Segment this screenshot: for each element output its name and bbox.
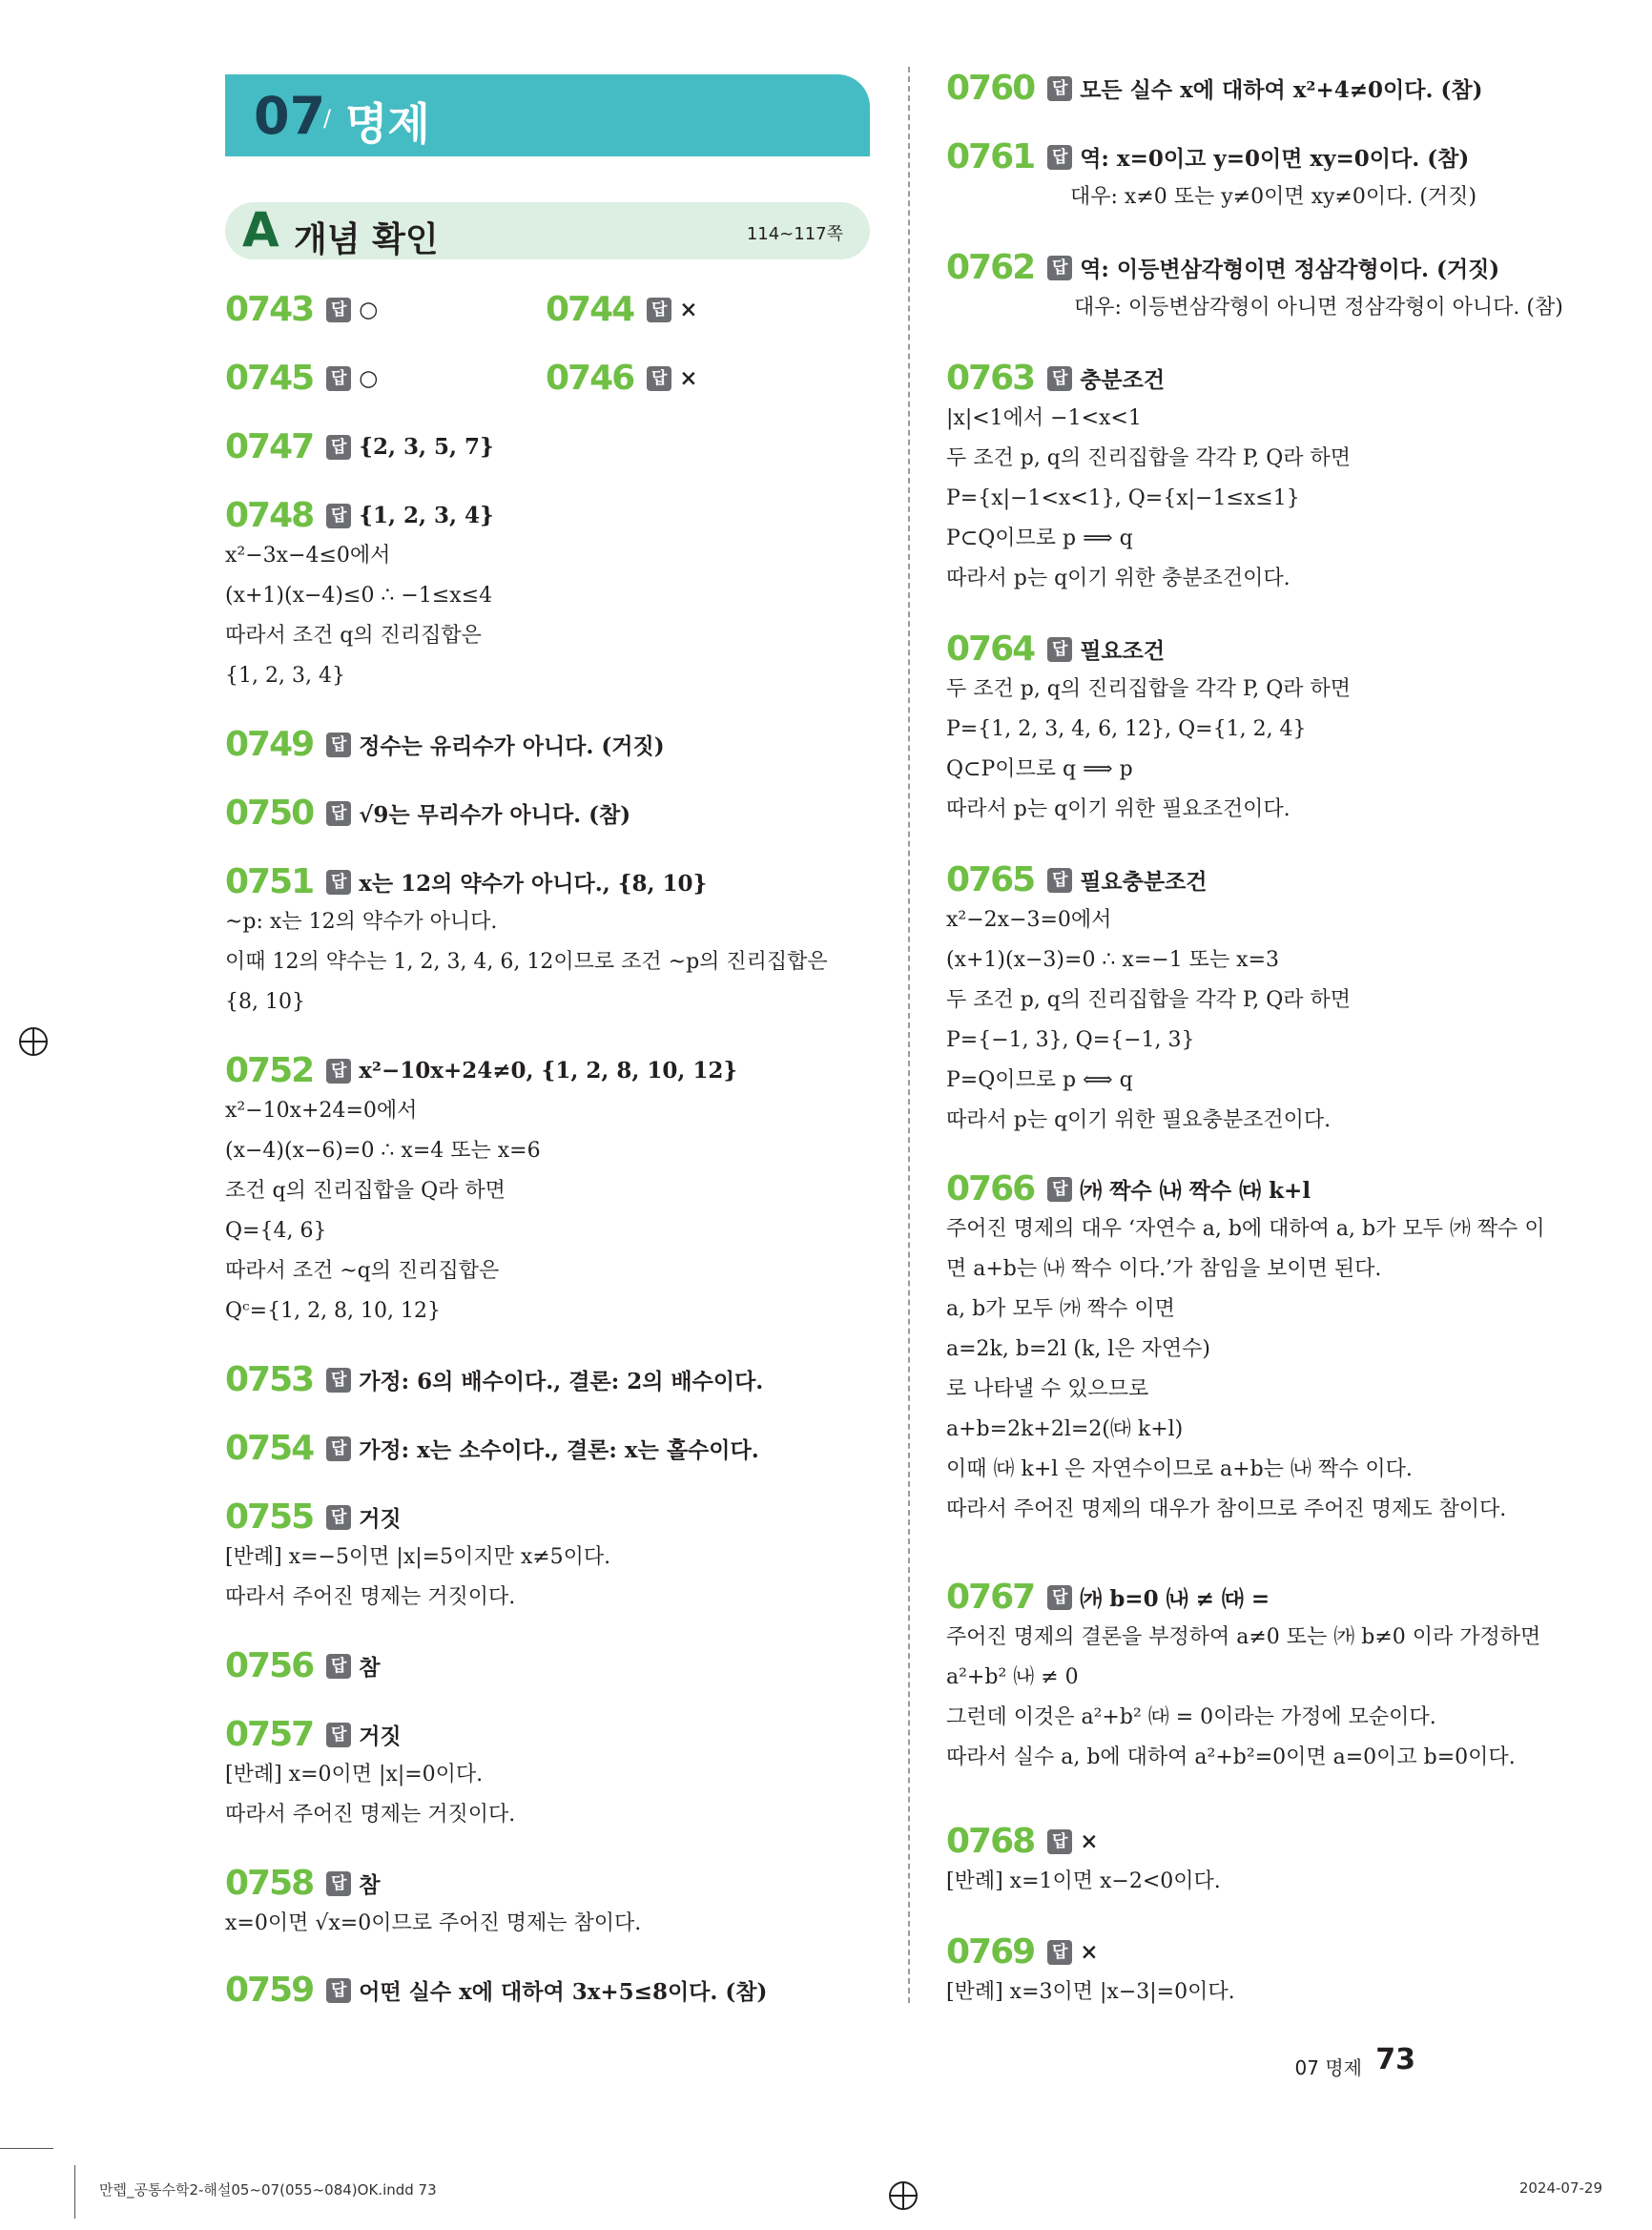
print-file-name: 만렙_공통수학2-해설05~07(055~084)OK.indd 73 [99,2181,437,2199]
solution-line: P={x|−1<x<1}, Q={x|−1≤x≤1} [946,486,1300,510]
answer-text: 역: 이등변삼각형이면 정삼각형이다. (거짓) [1080,257,1500,282]
solution-line: a=2k, b=2l (k, l은 자연수) [946,1337,1210,1361]
problem-number: 0743 [225,290,314,329]
problem-0745 [225,357,378,399]
answer-tag: 답 [326,504,351,528]
problem-0766 [946,1167,1545,1530]
solution-line: a, b가 모두 ㈎ 짝수 이면 [946,1297,1175,1321]
solution-line: [반례] x=1이면 x−2<0이다. [946,1869,1221,1893]
solution-line: 따라서 p는 q이기 위한 필요조건이다. [946,797,1291,821]
solution-line: 주어진 명제의 대우 ‘자연수 a, b에 대하여 a, b가 모두 ㈎ 짝수 이 [946,1217,1545,1241]
answer-tag: 답 [326,733,351,757]
solution-line: a+b=2k+2l=2(㈐ k+l) [946,1417,1184,1441]
answer-tag: 답 [326,801,351,826]
answer-tag: 답 [647,366,671,391]
problem-0759 [225,1969,767,2011]
problem-0763 [946,357,1351,599]
answer-tag: 답 [1047,145,1072,170]
footer-chapter-title: 07 명제 [1294,2056,1362,2079]
answer-text: {1, 2, 3, 4} [359,503,494,528]
solution-line: [반례] x=0이면 |x|=0이다. [225,1763,484,1786]
problem-0747 [225,425,494,467]
answer-text: √9는 무리수가 아니다. (참) [359,802,631,828]
section-letter: A [242,202,279,258]
answer-text: ○ [359,365,379,391]
answer-text: 충분조건 [1080,367,1166,393]
problem-number: 0760 [946,69,1035,108]
answer-text: 거짓 [359,1724,402,1749]
problem-0746 [546,357,697,399]
problem-number: 0759 [225,1971,314,2010]
solution-line: P=Q이므로 p ⟺ q [946,1068,1133,1092]
problem-0755 [225,1496,610,1618]
solution-line: x²−10x+24=0에서 [225,1099,418,1123]
solution-line: a²+b² ㈏ ≠ 0 [946,1665,1079,1689]
answer-tag: 답 [1047,366,1072,391]
solution-line: 따라서 주어진 명제는 거짓이다. [225,1585,516,1609]
solution-line: x²−2x−3=0에서 [946,908,1112,932]
problem-0758 [225,1862,641,1944]
problem-number: 0752 [225,1051,314,1090]
section-header [225,202,870,259]
answer-text: × [679,297,698,322]
problem-number: 0747 [225,427,314,466]
section-title: 개념 확인 [294,220,439,259]
solution-line: ~p: x는 12의 약수가 아니다. [225,910,498,934]
problem-number: 0764 [946,630,1035,669]
solution-line: 주어진 명제의 결론을 부정하여 a≠0 또는 ㈎ b≠0 이라 가정하면 [946,1625,1541,1649]
chapter-slash: / [323,105,332,132]
answer-text: 가정: 6의 배수이다., 결론: 2의 배수이다. [359,1369,764,1394]
problem-number: 0762 [946,248,1035,287]
problem-number: 0763 [946,359,1035,398]
problem-number: 0766 [946,1169,1035,1208]
solution-line: 따라서 실수 a, b에 대하여 a²+b²=0이면 a=0이고 b=0이다. [946,1745,1516,1769]
problem-0744 [546,288,697,330]
solution-line: 면 a+b는 ㈏ 짝수 이다.’가 참임을 보이면 된다. [946,1257,1382,1281]
registration-mark-icon [889,2181,918,2210]
problem-0754 [225,1427,759,1469]
solution-line: (x+1)(x−3)=0 ∴ x=−1 또는 x=3 [946,948,1280,972]
answer-text: ㈎ 짝수 ㈏ 짝수 ㈐ k+l [1080,1178,1311,1204]
solution-line: 이때 ㈐ k+l 은 자연수이므로 a+b는 ㈏ 짝수 이다. [946,1457,1413,1481]
solution-line: 그런데 이것은 a²+b² ㈐ = 0이라는 가정에 모순이다. [946,1705,1436,1729]
print-date: 2024-07-29 [1518,2179,1602,2197]
problem-0762 [946,246,1563,328]
solution-line: 로 나타낼 수 있으므로 [946,1377,1149,1401]
solution-line: P={−1, 3}, Q={−1, 3} [946,1028,1195,1052]
solution-line: {1, 2, 3, 4} [225,664,345,688]
problem-0750 [225,792,630,834]
answer-text: {2, 3, 5, 7} [359,434,494,460]
chapter-title: 명제 [345,98,430,150]
problem-0757 [225,1713,515,1835]
solution-line: x²−3x−4≤0에서 [225,544,391,568]
problem-0768 [946,1820,1221,1902]
solution-line: 대우: x≠0 또는 y≠0이면 xy≠0이다. (거짓) [1070,185,1477,209]
problem-0765 [946,858,1351,1141]
problem-0764 [946,628,1351,830]
answer-tag: 답 [326,1871,351,1896]
answer-text: 어떤 실수 x에 대하여 3x+5≤8이다. (참) [359,1979,768,2005]
solution-line: 따라서 주어진 명제의 대우가 참이므로 주어진 명제도 참이다. [946,1497,1507,1521]
answer-text: 역: x=0이고 y=0이면 xy=0이다. (참) [1080,146,1470,172]
answer-text: 가정: x는 소수이다., 결론: x는 홀수이다. [359,1437,759,1463]
problem-number: 0746 [546,359,634,398]
solution-line: 두 조건 p, q의 진리집합을 각각 P, Q라 하면 [946,446,1352,470]
answer-text: 거짓 [359,1506,402,1532]
problem-0752 [225,1049,737,1332]
answer-text: x²−10x+24≠0, {1, 2, 8, 10, 12} [359,1058,738,1084]
problem-number: 0765 [946,860,1035,899]
problem-number: 0758 [225,1864,314,1903]
answer-text: ○ [359,297,379,322]
problem-0753 [225,1358,763,1400]
answer-text: 모든 실수 x에 대하여 x²+4≠0이다. (참) [1080,77,1483,103]
solution-line: 두 조건 p, q의 진리집합을 각각 P, Q라 하면 [946,988,1352,1012]
chapter-header [225,74,870,156]
solution-line: x=0이면 √x=0이므로 주어진 명제는 참이다. [225,1911,642,1935]
solution-line: 두 조건 p, q의 진리집합을 각각 P, Q라 하면 [946,677,1352,701]
answer-text: 정수는 유리수가 아니다. (거짓) [359,733,665,759]
problem-number: 0749 [225,725,314,764]
trim-mark [0,2148,53,2149]
problem-number: 0745 [225,359,314,398]
solution-line: P⊂Q이므로 p ⟹ q [946,527,1133,550]
solution-line: (x−4)(x−6)=0 ∴ x=4 또는 x=6 [225,1139,541,1163]
answer-text: × [1080,1939,1099,1965]
problem-0761 [946,135,1476,217]
answer-tag: 답 [647,298,671,322]
section-page-range: 114~117쪽 [746,224,843,244]
answer-tag: 답 [1047,1177,1072,1202]
problem-number: 0755 [225,1497,314,1537]
answer-text: 참 [359,1872,381,1898]
answer-text: ㈎ b=0 ㈏ ≠ ㈐ = [1080,1586,1270,1612]
answer-text: × [679,365,698,391]
answer-tag: 답 [1047,1940,1072,1965]
problem-number: 0744 [546,290,634,329]
problem-number: 0750 [225,794,314,833]
problem-number: 0757 [225,1715,314,1754]
column-divider [908,67,910,2003]
solution-line: Q⊂P이므로 q ⟹ p [946,757,1133,781]
answer-text: 필요조건 [1080,638,1166,664]
solution-line: 이때 12의 약수는 1, 2, 3, 4, 6, 12이므로 조건 ~p의 진리집합은 [225,950,828,974]
answer-tag: 답 [326,1654,351,1679]
solution-line: 대우: 이등변삼각형이 아니면 정삼각형이 아니다. (참) [1074,296,1563,320]
answer-tag: 답 [1047,1829,1072,1854]
answer-tag: 답 [1047,76,1072,101]
solution-line: Qᶜ={1, 2, 8, 10, 12} [225,1299,442,1323]
answer-text: 참 [359,1655,381,1681]
problem-0751 [225,860,828,1022]
answer-tag: 답 [326,1368,351,1393]
solution-line: [반례] x=3이면 |x−3|=0이다. [946,1980,1235,2004]
problem-0743 [225,288,378,330]
solution-line: P={1, 2, 3, 4, 6, 12}, Q={1, 2, 4} [946,717,1307,741]
answer-tag: 답 [326,298,351,322]
solution-line: 조건 q의 진리집합을 Q라 하면 [225,1179,506,1203]
solution-line: [반례] x=−5이면 |x|=5이지만 x≠5이다. [225,1545,611,1569]
problem-0760 [946,67,1482,109]
problem-0748 [225,494,494,696]
solution-line: Q={4, 6} [225,1219,327,1243]
problem-number: 0769 [946,1932,1035,1972]
problem-0749 [225,723,665,765]
answer-tag: 답 [326,435,351,460]
answer-tag: 답 [326,366,351,391]
solution-line: 따라서 p는 q이기 위한 필요충분조건이다. [946,1108,1332,1132]
problem-number: 0761 [946,137,1035,176]
chapter-number: 07 [254,86,326,146]
page-number: 73 [1375,2043,1415,2076]
answer-tag: 답 [326,1436,351,1461]
answer-tag: 답 [326,1978,351,2003]
problem-number: 0754 [225,1429,314,1468]
problem-number: 0767 [946,1578,1035,1617]
solution-line: {8, 10} [225,990,305,1014]
solution-line: 따라서 조건 q의 진리집합은 [225,624,482,648]
answer-tag: 답 [326,870,351,895]
problem-number: 0768 [946,1822,1035,1861]
answer-tag: 답 [1047,256,1072,280]
trim-mark [74,2165,75,2219]
solution-line: 따라서 조건 ~q의 진리집합은 [225,1259,500,1283]
answer-tag: 답 [1047,1585,1072,1610]
problem-number: 0748 [225,496,314,535]
answer-tag: 답 [1047,637,1072,662]
answer-text: × [1080,1828,1099,1854]
answer-tag: 답 [1047,868,1072,893]
answer-text: x는 12의 약수가 아니다., {8, 10} [359,871,708,897]
problem-0767 [946,1576,1540,1778]
solution-line: 따라서 p는 q이기 위한 충분조건이다. [946,567,1291,590]
answer-tag: 답 [326,1505,351,1530]
answer-tag: 답 [326,1059,351,1084]
answer-text: 필요충분조건 [1080,869,1208,895]
solution-line: |x|<1에서 −1<x<1 [946,406,1142,430]
problem-number: 0753 [225,1360,314,1399]
problem-0769 [946,1931,1235,2013]
problem-0756 [225,1644,380,1686]
answer-tag: 답 [326,1723,351,1747]
solution-line: 따라서 주어진 명제는 거짓이다. [225,1803,516,1827]
problem-number: 0756 [225,1646,314,1685]
problem-number: 0751 [225,862,314,901]
solution-line: (x+1)(x−4)≤0 ∴ −1≤x≤4 [225,584,493,608]
registration-mark-icon [19,1027,48,1056]
